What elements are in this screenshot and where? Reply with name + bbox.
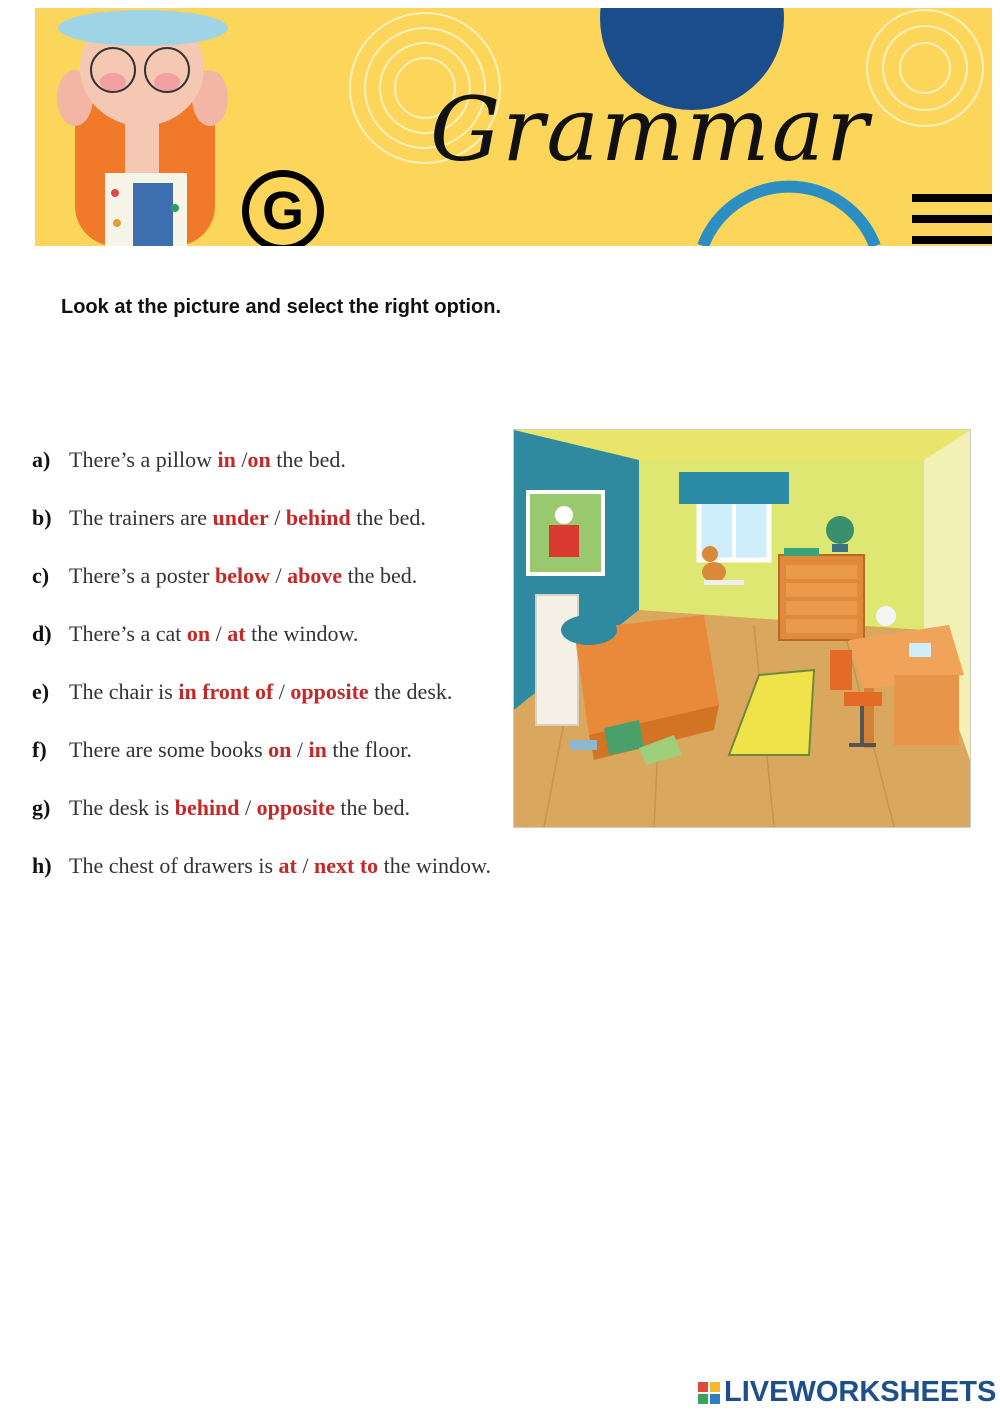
menu-lines-icon	[912, 194, 992, 244]
question-text	[69, 676, 512, 708]
question-text	[69, 850, 512, 882]
option-1[interactable]: on	[186, 621, 211, 646]
question-after: the floor.	[326, 737, 412, 762]
option-separator: /	[270, 563, 288, 588]
question-row	[32, 560, 512, 592]
question-after: the bed.	[334, 795, 411, 820]
question-after: the window.	[245, 621, 359, 646]
option-2[interactable]: behind	[285, 505, 351, 530]
question-row	[32, 618, 512, 650]
page-title: Grammar	[430, 78, 871, 181]
question-before: There’s a poster	[69, 563, 215, 588]
option-separator: /	[291, 737, 309, 762]
option-1[interactable]: at	[278, 853, 297, 878]
question-after: the bed.	[350, 505, 426, 530]
liveworksheets-brand: LIVEWORKSHEETS	[724, 1376, 997, 1408]
option-1[interactable]: in	[217, 447, 236, 472]
question-row	[32, 444, 512, 476]
instruction-text: Look at the picture and select the right option.	[61, 296, 502, 318]
option-2[interactable]: next to	[314, 853, 379, 878]
question-letter: b)	[32, 505, 52, 530]
question-list	[32, 444, 512, 908]
question-row	[32, 734, 512, 766]
option-1[interactable]: under	[212, 505, 269, 530]
question-after: the window.	[378, 853, 491, 878]
question-before: The chair is	[69, 679, 179, 704]
bedroom-illustration	[513, 429, 971, 828]
question-after: the desk.	[368, 679, 453, 704]
question-row	[32, 502, 512, 534]
girl-illustration	[57, 10, 228, 246]
question-row	[32, 676, 512, 708]
question-before: The chest of drawers is	[69, 853, 279, 878]
grammar-g-badge: G	[242, 170, 324, 246]
question-letter: f)	[32, 737, 47, 762]
option-separator: /	[273, 679, 291, 704]
option-separator: /	[239, 795, 257, 820]
chest-of-drawers	[779, 548, 864, 640]
question-before: The desk is	[69, 795, 175, 820]
pillow	[561, 615, 617, 645]
liveworksheets-footer	[698, 1376, 996, 1409]
question-letter: g)	[32, 795, 51, 820]
question-text	[69, 502, 512, 534]
question-before: There’s a pillow	[69, 447, 218, 472]
question-letter: d)	[32, 621, 52, 646]
question-text	[69, 560, 512, 592]
question-letter: e)	[32, 679, 50, 704]
globe	[826, 516, 854, 544]
option-2[interactable]: opposite	[256, 795, 335, 820]
question-text	[69, 618, 512, 650]
option-2[interactable]: opposite	[290, 679, 369, 704]
option-1[interactable]: in front of	[178, 679, 274, 704]
question-before: There’s a cat	[69, 621, 187, 646]
question-text	[69, 444, 512, 476]
header-banner	[35, 8, 992, 246]
liveworksheets-logo-icon	[698, 1382, 720, 1404]
question-after: the bed.	[342, 563, 418, 588]
question-text	[69, 792, 512, 824]
question-letter: c)	[32, 563, 50, 588]
question-before: The trainers are	[69, 505, 213, 530]
question-before: There are some books	[69, 737, 269, 762]
question-letter: a)	[32, 447, 51, 472]
option-2[interactable]: on	[247, 447, 271, 472]
option-2[interactable]: at	[227, 621, 246, 646]
option-1[interactable]: on	[268, 737, 292, 762]
option-2[interactable]: above	[287, 563, 343, 588]
question-row	[32, 792, 512, 824]
question-text	[69, 734, 512, 766]
option-1[interactable]: below	[215, 563, 270, 588]
question-after: the bed.	[270, 447, 346, 472]
option-separator: /	[210, 621, 228, 646]
question-letter: h)	[32, 853, 52, 878]
paper	[909, 643, 931, 657]
question-row	[32, 850, 512, 882]
option-separator: /	[268, 505, 286, 530]
option-separator: /	[296, 853, 314, 878]
option-2[interactable]: in	[308, 737, 327, 762]
option-1[interactable]: behind	[174, 795, 240, 820]
trainers	[569, 740, 597, 750]
teal-arc-shape	[703, 187, 875, 246]
option-separator: /	[235, 447, 248, 472]
window-blind	[679, 472, 789, 504]
lamp	[876, 606, 896, 626]
